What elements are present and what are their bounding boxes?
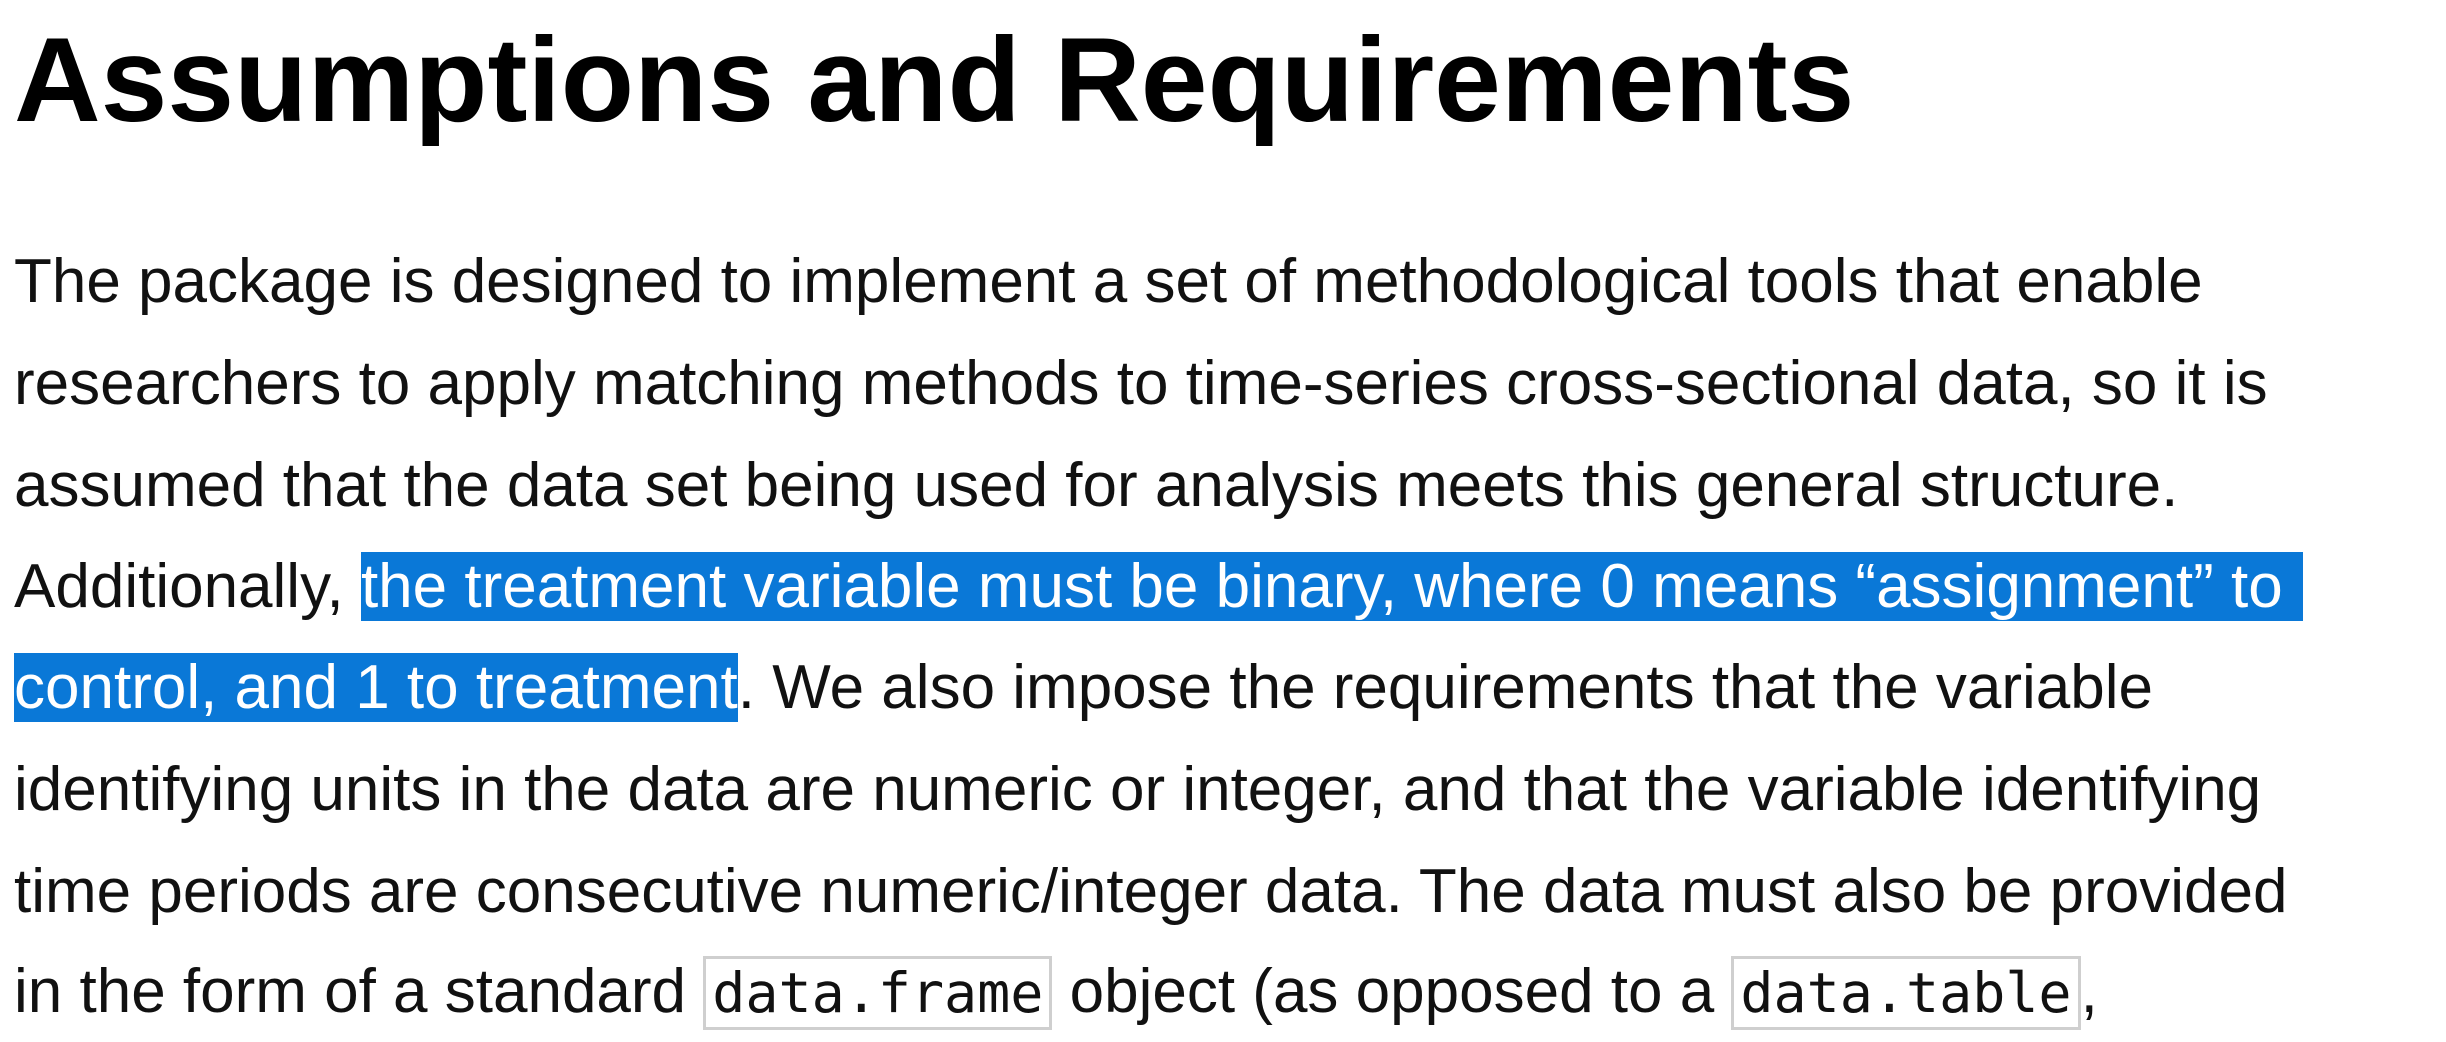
text-line-8-part-2: object (as opposed to a [1052,957,1732,1026]
text-line-8-part-1: in the form of a standard [14,957,704,1026]
paragraph-line-6 [14,740,2261,840]
text-line-5-rest: . We also impose the requirements that the variable [737,653,2154,722]
section-heading: Assumptions and Requirements [14,13,1855,147]
text-line-3: assumed that the data set being used for analysis meets this general structure. [14,451,2179,520]
text-line-8-part-3: , [2080,957,2098,1026]
paragraph-line-4 [14,537,2303,637]
paragraph-line-1 [14,232,2203,332]
text-line-7: time periods are consecutive numeric/integer data. The data must also be provided [14,857,2288,926]
paragraph-line-8 [14,942,2098,1042]
text-line-2: researchers to apply matching methods to time-series cross-sectional data, so it is [14,349,2268,418]
paragraph-line-5 [14,638,2153,738]
paragraph-line-3 [14,436,2178,536]
text-line-6: identifying units in the data are numeric or integer, and that the variable identifying [14,755,2262,824]
inline-code-data-table: data.table [1731,956,2080,1030]
paragraph-line-2 [14,334,2268,434]
inline-code-data-frame: data.frame [703,956,1052,1030]
selected-text-part-2[interactable]: control, and 1 to treatment [14,653,738,722]
text-line-4-prefix: Additionally, [14,552,361,621]
selected-text-part-1[interactable]: the treatment variable must be binary, where 0 means “assignment” to [361,552,2303,621]
paragraph-line-7 [14,842,2287,942]
text-line-1: The package is designed to implement a set of methodological tools that enable [14,247,2203,316]
